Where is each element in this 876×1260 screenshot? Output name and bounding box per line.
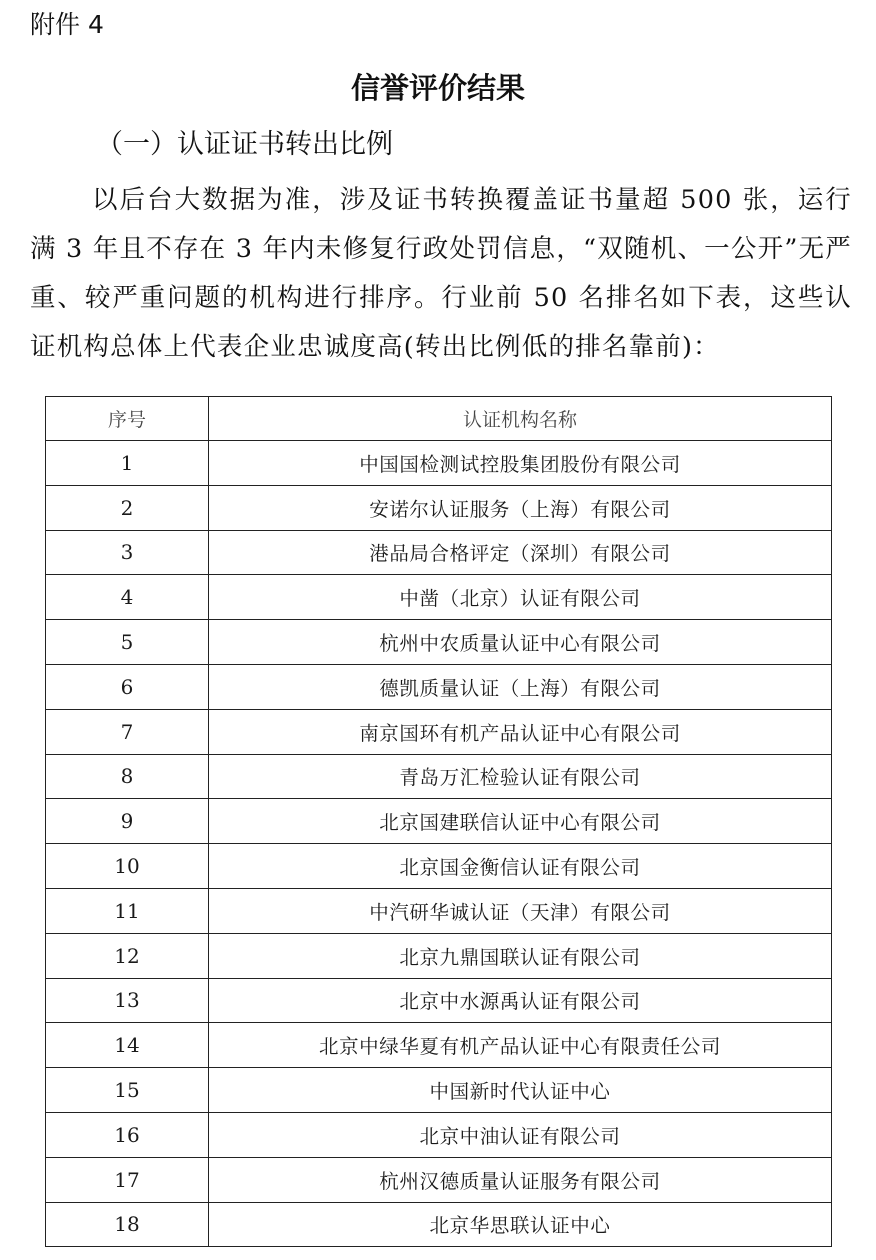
row-number: 3 — [46, 530, 209, 575]
institution-name: 北京国建联信认证中心有限公司 — [209, 799, 832, 844]
institution-name: 港品局合格评定（深圳）有限公司 — [209, 530, 832, 575]
section-heading: （一）认证证书转出比例 — [96, 129, 393, 160]
institution-name: 中汽研华诚认证（天津）有限公司 — [209, 888, 832, 933]
attachment-label: 附件 4 — [30, 10, 104, 39]
institution-name: 青岛万汇检验认证有限公司 — [209, 754, 832, 799]
ranking-table-container — [45, 396, 831, 1247]
row-number: 1 — [46, 441, 209, 486]
table-row — [46, 575, 832, 620]
row-number: 16 — [46, 1112, 209, 1157]
institution-name: 北京中油认证有限公司 — [209, 1112, 832, 1157]
institution-name: 中国新时代认证中心 — [209, 1068, 832, 1113]
row-number: 10 — [46, 844, 209, 889]
institution-name: 南京国环有机产品认证中心有限公司 — [209, 709, 832, 754]
table-row — [46, 620, 832, 665]
table-row — [46, 441, 832, 486]
institution-name: 安诺尔认证服务（上海）有限公司 — [209, 485, 832, 530]
row-number: 5 — [46, 620, 209, 665]
institution-name: 中凿（北京）认证有限公司 — [209, 575, 832, 620]
header-number: 序号 — [46, 397, 209, 441]
table-row — [46, 888, 832, 933]
table-row — [46, 1202, 832, 1247]
table-row — [46, 1157, 832, 1202]
row-number: 11 — [46, 888, 209, 933]
row-number: 18 — [46, 1202, 209, 1247]
table-header-row — [46, 397, 832, 441]
table-row — [46, 1112, 832, 1157]
row-number: 14 — [46, 1023, 209, 1068]
row-number: 12 — [46, 933, 209, 978]
header-institution-name: 认证机构名称 — [209, 397, 832, 441]
intro-paragraph: 以后台大数据为准，涉及证书转换覆盖证书量超 500 张，运行满 3 年且不存在 3 年内未修复行政处罚信息，“双随机、一公开”无严重、较严重问题的机构进行排序。行业前 50 名排名如下表，这些认证机构总体上代表企业忠诚度高(转出比例低的排名靠前)： — [30, 185, 852, 362]
table-row — [46, 844, 832, 889]
row-number: 2 — [46, 485, 209, 530]
table-row — [46, 709, 832, 754]
table-row — [46, 485, 832, 530]
row-number: 9 — [46, 799, 209, 844]
row-number: 7 — [46, 709, 209, 754]
institution-name: 北京九鼎国联认证有限公司 — [209, 933, 832, 978]
institution-name: 北京华思联认证中心 — [209, 1202, 832, 1247]
table-row — [46, 933, 832, 978]
table-row — [46, 799, 832, 844]
row-number: 17 — [46, 1157, 209, 1202]
table-row — [46, 1023, 832, 1068]
table-row — [46, 1068, 832, 1113]
row-number: 4 — [46, 575, 209, 620]
institution-name: 中国国检测试控股集团股份有限公司 — [209, 441, 832, 486]
institution-name: 德凯质量认证（上海）有限公司 — [209, 664, 832, 709]
institution-name: 杭州汉德质量认证服务有限公司 — [209, 1157, 832, 1202]
document-title: 信誉评价结果 — [350, 71, 525, 105]
row-number: 15 — [46, 1068, 209, 1113]
row-number: 6 — [46, 664, 209, 709]
institution-name: 北京中绿华夏有机产品认证中心有限责任公司 — [209, 1023, 832, 1068]
table-body — [46, 441, 832, 1247]
table-row — [46, 978, 832, 1023]
institution-name: 北京中水源禹认证有限公司 — [209, 978, 832, 1023]
institution-name: 北京国金衡信认证有限公司 — [209, 844, 832, 889]
table-row — [46, 530, 832, 575]
table-row — [46, 664, 832, 709]
ranking-table — [45, 396, 832, 1247]
row-number: 8 — [46, 754, 209, 799]
institution-name: 杭州中农质量认证中心有限公司 — [209, 620, 832, 665]
row-number: 13 — [46, 978, 209, 1023]
table-row — [46, 754, 832, 799]
